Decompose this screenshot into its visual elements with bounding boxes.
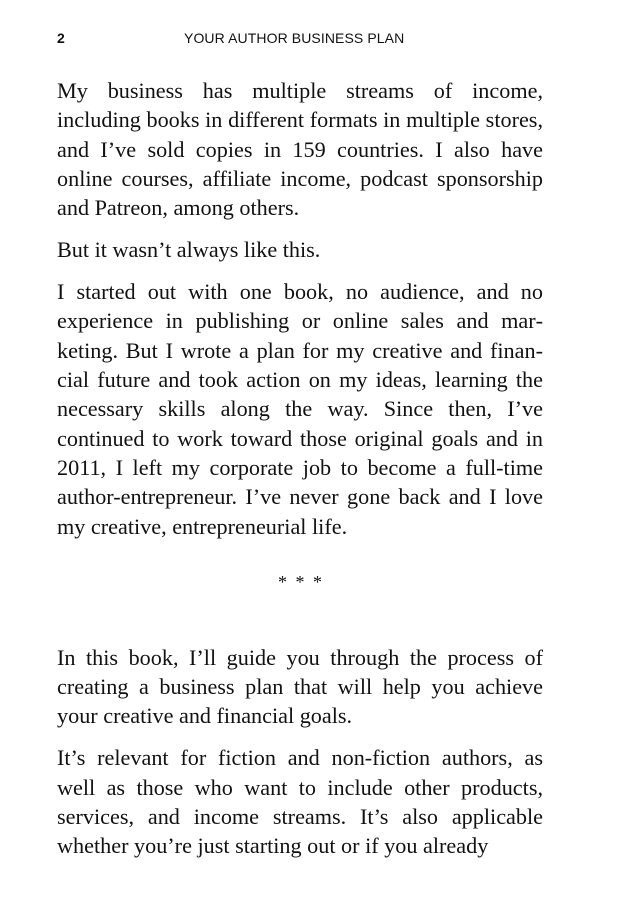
paragraph-relevance: It’s relevant for fiction and non-fiction authors, as well as those who want to include other products, services, and income streams. It’s also applicable whether you’re just starting out or if you already [57, 745, 543, 859]
paragraph-origin-story: I started out with one book, no audience, and no experience in publishing or online sales and marketing. But I wrote a plan for my creative and financial future and took action on my ideas, learning the necessary skills along the way. Since then, I’ve continued to work toward those original goals and in 2011, I left my corporate job to become a full-time author-entrepreneur. I’ve never gone back and I love my creative, entrepreneurial life. [57, 279, 543, 539]
body-text [57, 76, 543, 873]
paragraph-not-always: But it wasn’t always like this. [57, 237, 321, 263]
paragraph-book-guide: In this book, I’ll guide you through the process of creating a business plan that will help you achieve your creative and financial goals. [57, 644, 543, 729]
running-title: YOUR AUTHOR BUSINESS PLAN [184, 30, 405, 46]
page-number: 2 [57, 30, 65, 46]
page-header [57, 30, 543, 48]
section-break: * * * [278, 571, 324, 592]
paragraph-income-streams: My business has multiple streams of income, including books in different formats in multiple stores, and I’ve sold copies in 159 countries. I also have online courses, affiliate income, podcast sponsorship and Patreon, among others. [57, 78, 543, 221]
